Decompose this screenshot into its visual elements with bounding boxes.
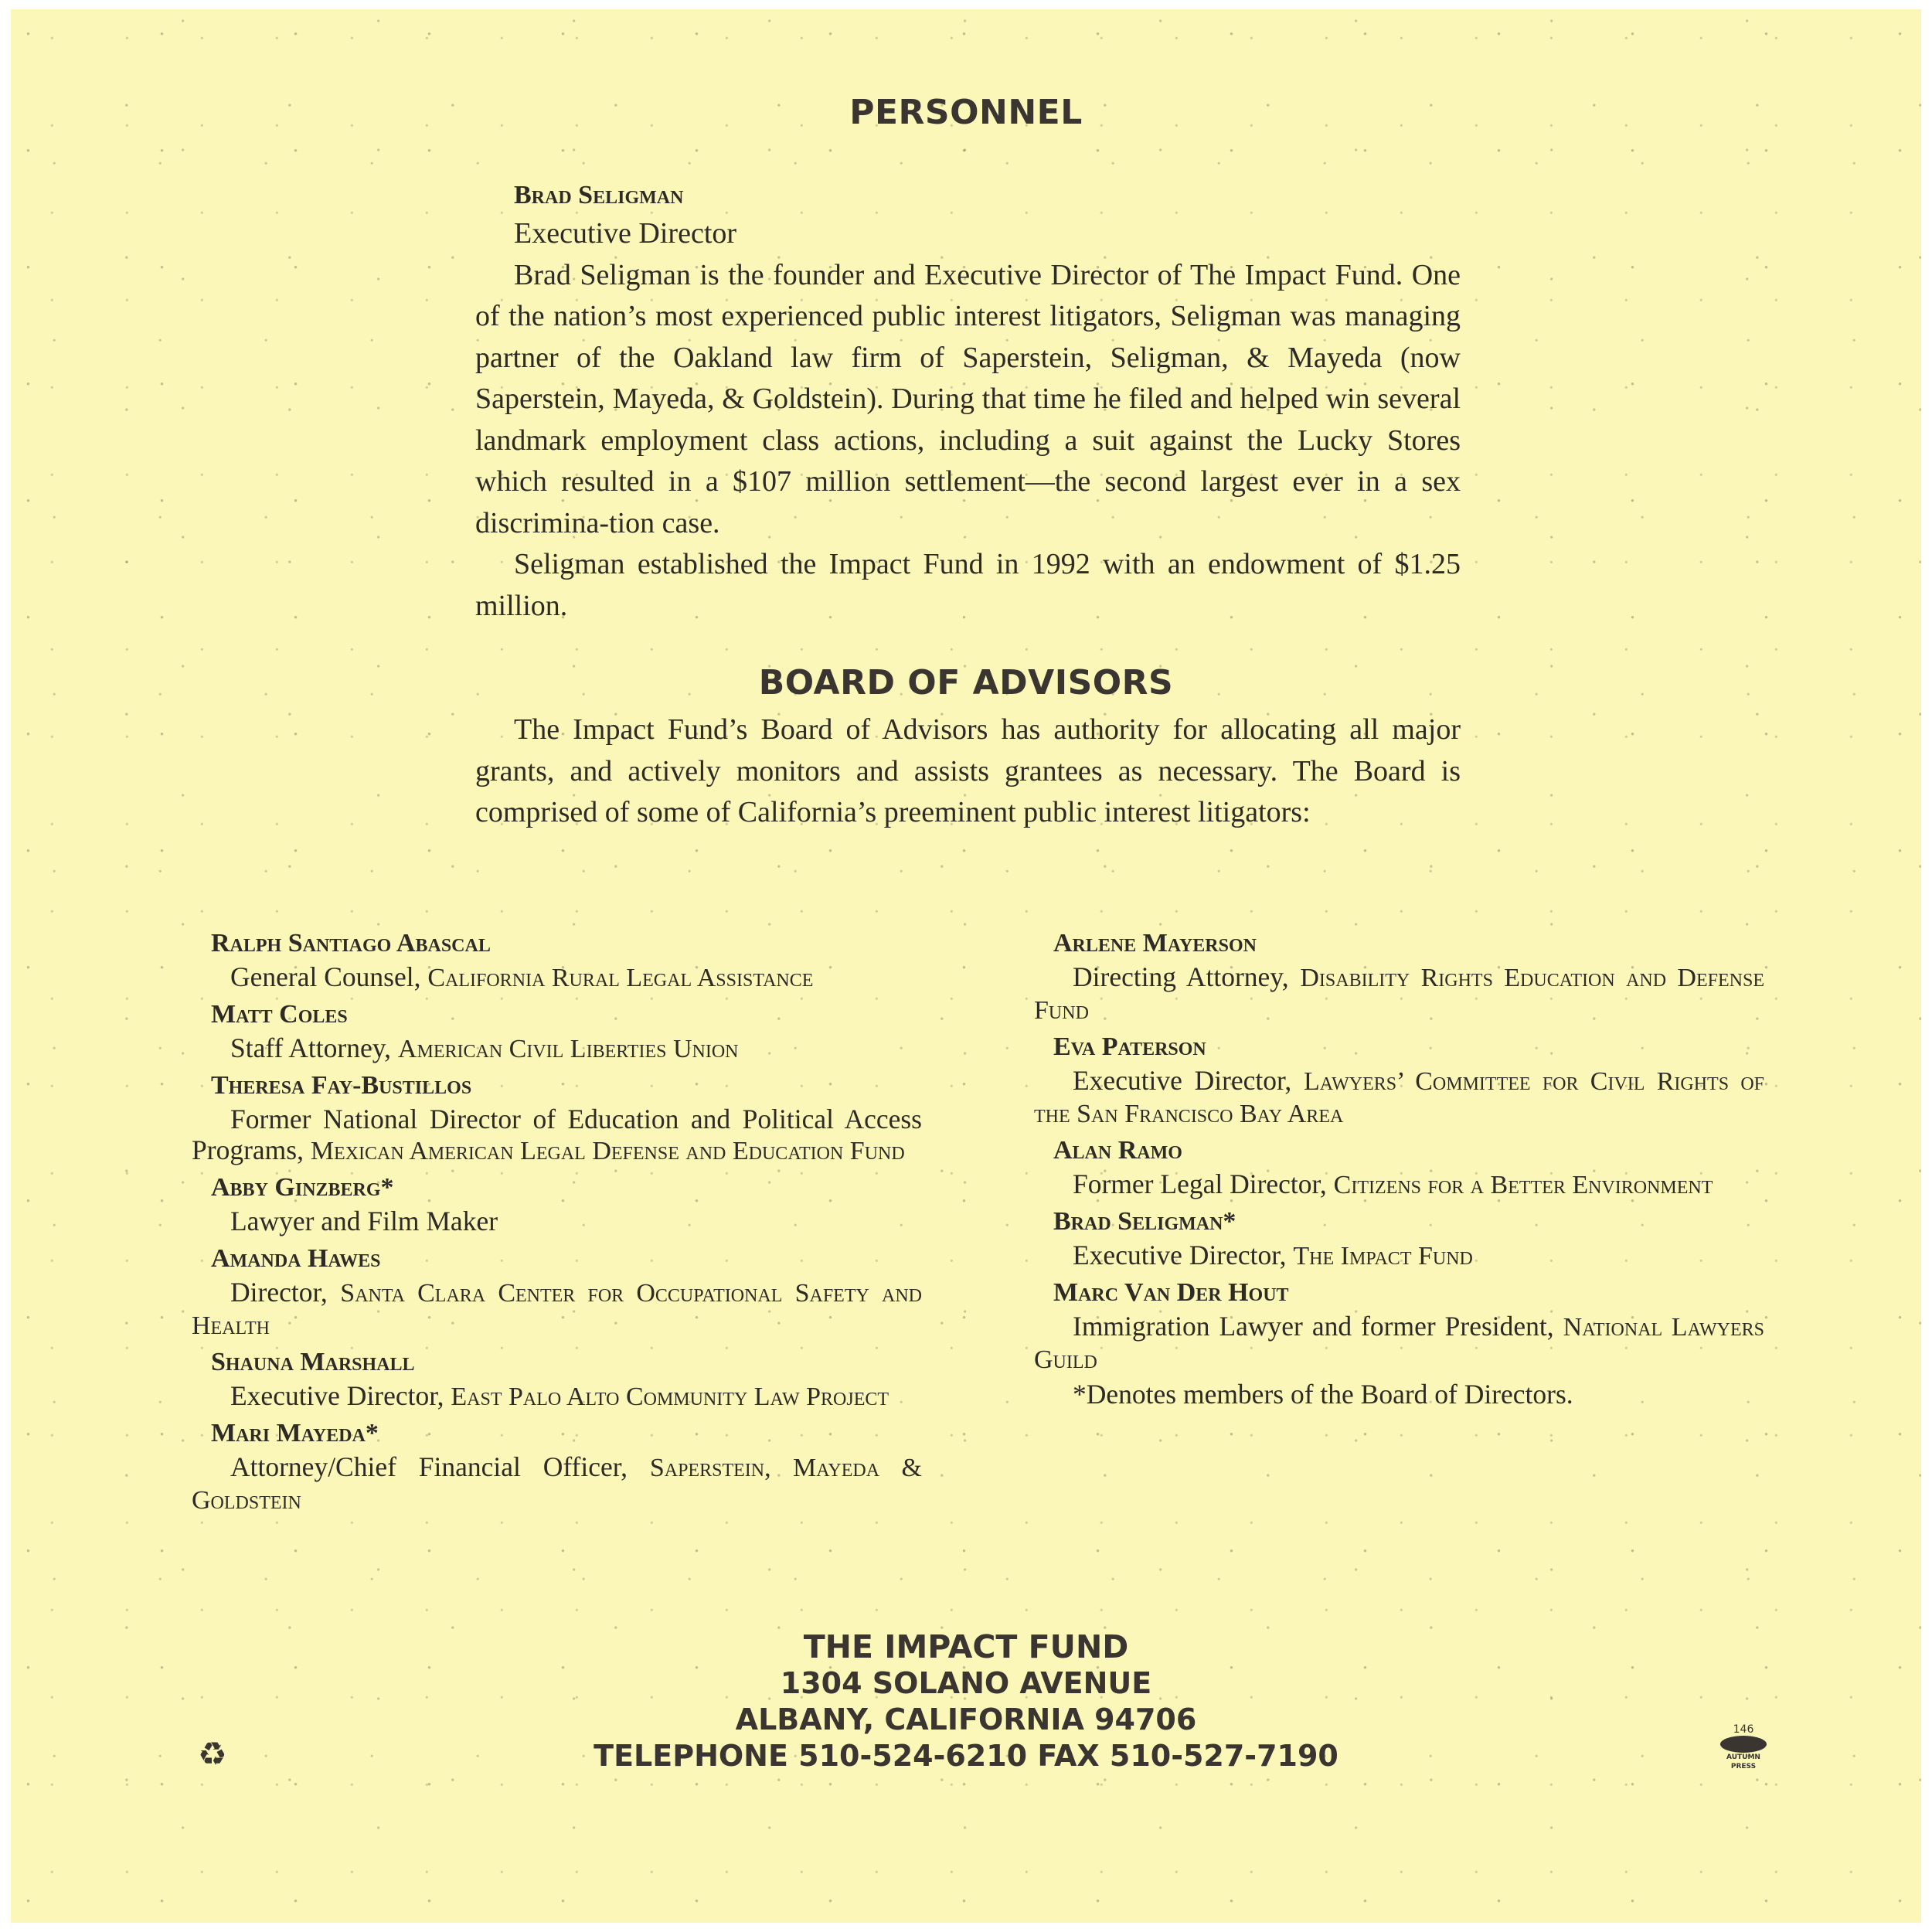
footer-city: ALBANY, CALIFORNIA 94706: [735, 1702, 1197, 1736]
advisor-role: Former National Director of Education and Political Access Programs, Mexican American Legal Defense and Education Fund: [192, 1104, 922, 1165]
advisor-name: Ralph Santiago Abascal: [211, 929, 491, 957]
board-right-column: [1034, 926, 1764, 1410]
advisor-name: Shauna Marshall: [211, 1348, 415, 1376]
advisor-entry: [1034, 1275, 1764, 1376]
advisor-name: Theresa Fay-Bustillos: [211, 1071, 472, 1100]
board-heading: BOARD OF ADVISORS: [758, 663, 1174, 702]
press-seal-icon: [1720, 1736, 1767, 1753]
advisor-org: The Impact Fund: [1293, 1242, 1473, 1270]
advisor-name: Abby Ginzberg*: [211, 1173, 394, 1202]
footer-street: 1304 SOLANO AVENUE: [780, 1666, 1152, 1700]
advisor-org: Citizens for a Better Environment: [1333, 1171, 1713, 1199]
advisor-org: California Rural Legal Assistance: [427, 964, 814, 992]
advisor-name: Amanda Hawes: [211, 1244, 381, 1273]
personnel-section: [475, 178, 1461, 627]
personnel-paragraph-2: Seligman established the Impact Fund in 1992 with an endowment of $1.25 million.: [475, 548, 1461, 622]
advisor-role: Executive Director, The Impact Fund: [1073, 1240, 1473, 1270]
advisor-entry: [192, 926, 922, 994]
press-number: 146: [1733, 1723, 1754, 1736]
footer-phone: TELEPHONE 510-524-6210 FAX 510-527-7190: [594, 1739, 1338, 1773]
personnel-title: Executive Director: [514, 217, 737, 250]
advisor-entry: [192, 1241, 922, 1342]
advisor-role: Former Legal Director, Citizens for a Better Environment: [1073, 1168, 1713, 1199]
advisor-org: American Civil Liberties Union: [397, 1035, 739, 1063]
advisor-name: Mari Mayeda*: [211, 1419, 379, 1447]
advisor-org: Mexican American Legal Defense and Education Fund: [310, 1137, 905, 1165]
advisor-org: Saperstein, Mayeda & Goldstein: [192, 1454, 922, 1515]
advisor-entry: [192, 1416, 922, 1516]
advisor-org: East Palo Alto Community Law Project: [451, 1383, 889, 1411]
board-intro: The Impact Fund’s Board of Advisors has authority for allocating all major grants, and actively monitors and assists grantees as necessary. The Board is comprised of some of California’s preeminent public interest litigators:: [475, 713, 1461, 828]
advisor-name: Marc Van Der Hout: [1053, 1278, 1289, 1307]
advisor-entry: [192, 1170, 922, 1238]
personnel-paragraph-1: Brad Seligman is the founder and Executive Director of The Impact Fund. One of the nation’s most experienced public interest litigators, Seligman was managing partner of the Oakland law firm of Saperstein, Seligman, & Mayeda (now Saperstein, Mayeda, & Goldstein). During that time he filed and helped win several landmark employment class actions, including a suit against the Lucky Stores which resulted in a $107 million settlement—the second largest ever in a sex discrimina-tion case.: [475, 258, 1461, 539]
advisor-role: Staff Attorney, American Civil Liberties Union: [230, 1032, 739, 1063]
recycle-icon: ♻: [198, 1735, 227, 1773]
advisor-org: Santa Clara Center for Occupational Safety and Health: [192, 1279, 922, 1340]
advisor-entry: [192, 1345, 922, 1413]
advisor-role: Executive Director, East Palo Alto Community Law Project: [230, 1380, 889, 1411]
advisor-entry: [1034, 1133, 1764, 1201]
board-intro-section: [475, 709, 1461, 834]
advisor-name: Arlene Mayerson: [1053, 929, 1257, 957]
press-mark: [1714, 1723, 1773, 1771]
advisor-org: Disability Rights Education and Defense Fund: [1034, 964, 1764, 1025]
advisor-role: Attorney/Chief Financial Officer, Saperstein, Mayeda & Goldstein: [192, 1451, 922, 1515]
advisor-role: General Counsel, California Rural Legal Assistance: [230, 961, 814, 992]
advisor-name: Brad Seligman*: [1053, 1207, 1236, 1236]
advisor-org: National Lawyers Guild: [1034, 1313, 1764, 1374]
advisor-role: Executive Director, Lawyers’ Committee for Civil Rights of the San Francisco Bay Area: [1034, 1065, 1765, 1128]
board-footnote: *Denotes members of the Board of Directors.: [1073, 1379, 1573, 1410]
advisor-role: Director, Santa Clara Center for Occupational Safety and Health: [192, 1277, 922, 1340]
advisor-org: Lawyers’ Committee for Civil Rights of the San Francisco Bay Area: [1034, 1067, 1765, 1128]
footer-org-name: THE IMPACT FUND: [803, 1628, 1129, 1665]
advisor-role: Lawyer and Film Maker: [230, 1206, 498, 1236]
advisor-role: Immigration Lawyer and former President, National Lawyers Guild: [1034, 1311, 1764, 1374]
press-label: AUTUMN PRESS: [1726, 1753, 1760, 1770]
advisor-entry: [1034, 1029, 1764, 1130]
advisor-entry: [192, 1068, 922, 1167]
advisor-name: Alan Ramo: [1053, 1136, 1182, 1165]
advisor-role: Directing Attorney, Disability Rights Education and Defense Fund: [1034, 961, 1764, 1025]
advisor-entry: [1034, 926, 1764, 1026]
advisor-name: Matt Coles: [211, 1000, 348, 1029]
personnel-heading: PERSONNEL: [849, 93, 1083, 132]
advisor-name: Eva Paterson: [1053, 1032, 1206, 1061]
advisor-entry: [192, 997, 922, 1065]
advisor-entry: [1034, 1204, 1764, 1272]
contact-block: [0, 1629, 1932, 1774]
personnel-name: Brad Seligman: [514, 181, 684, 209]
board-left-column: [192, 926, 922, 1519]
